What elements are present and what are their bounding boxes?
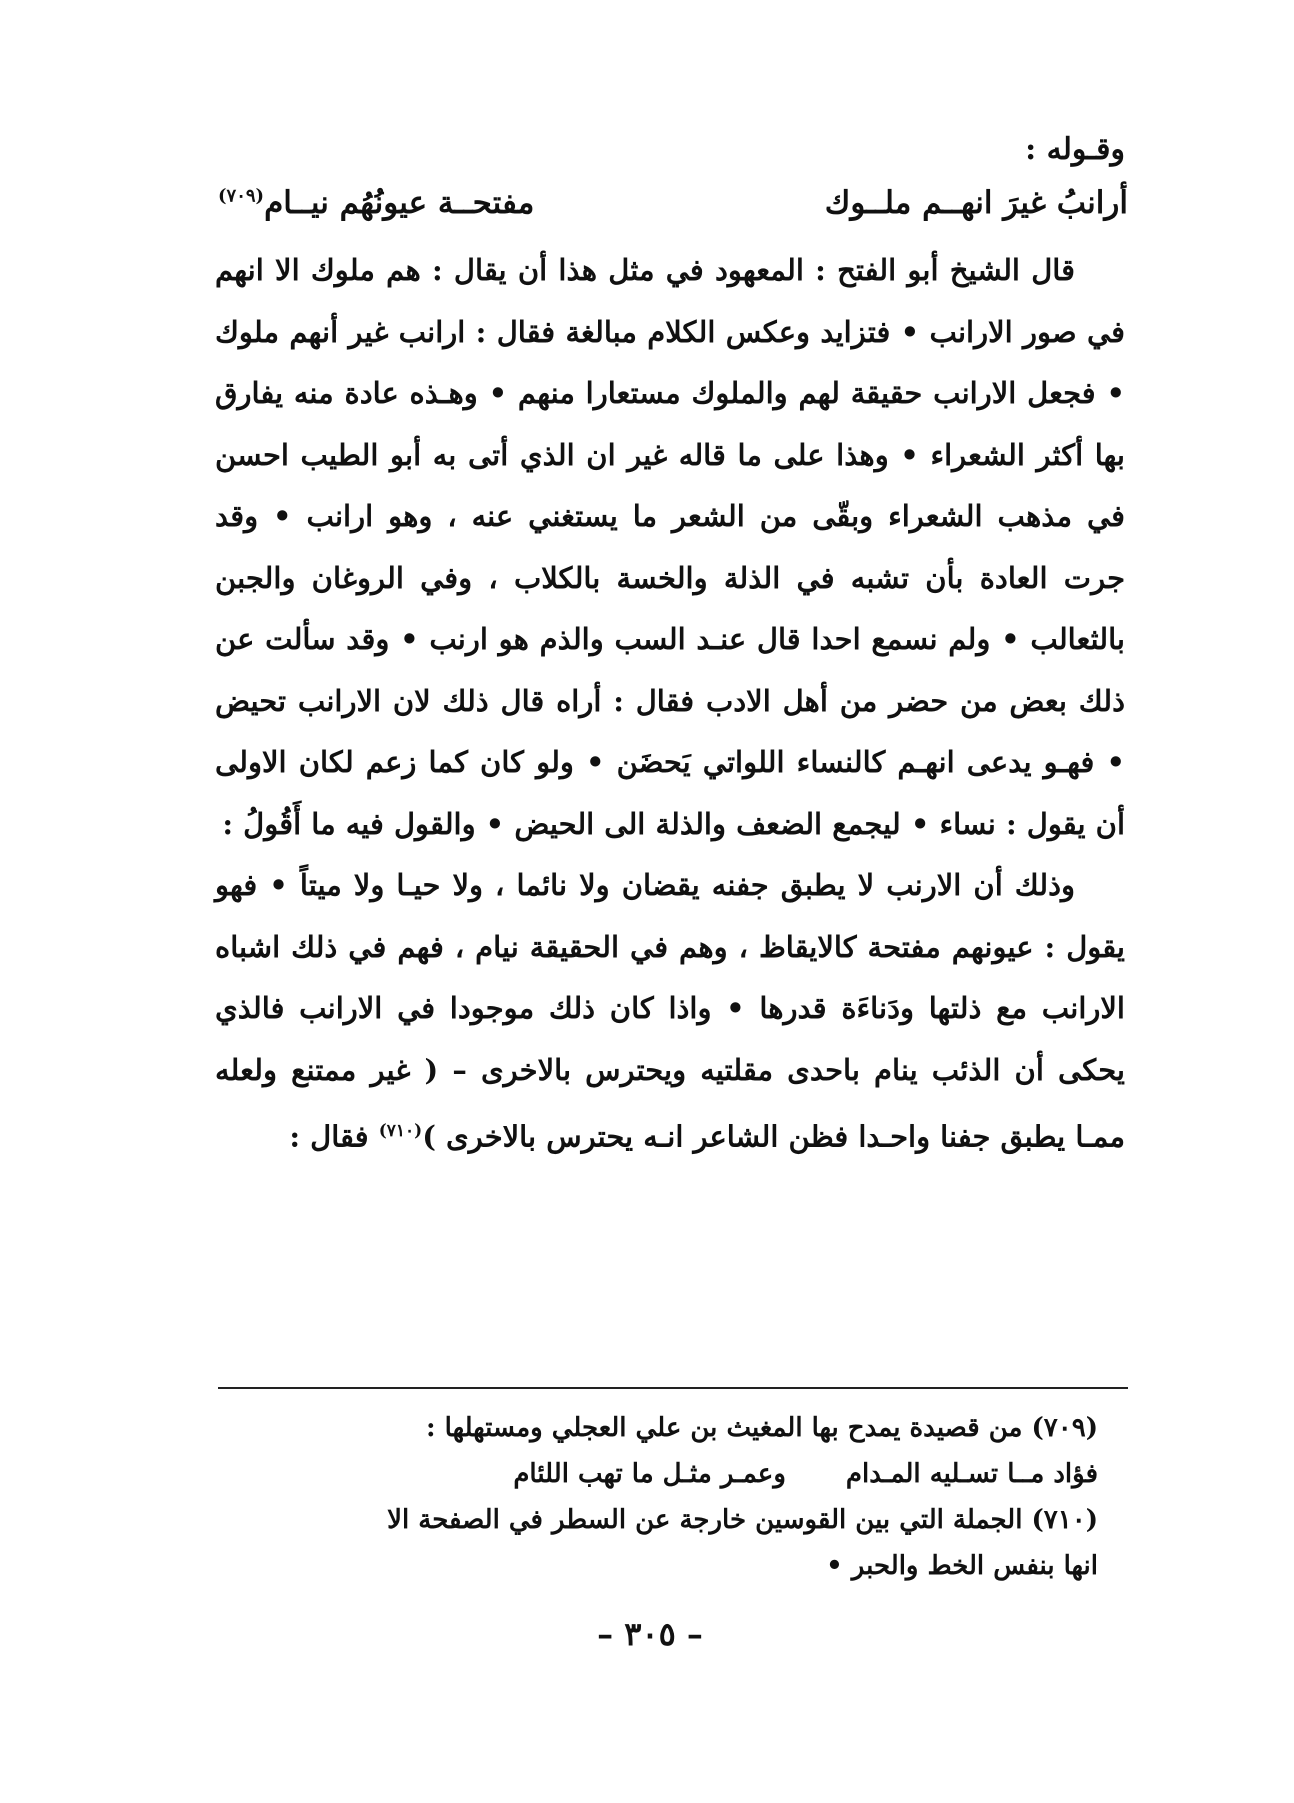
body-text — [215, 240, 1125, 1168]
footnote-divider — [218, 1387, 1128, 1389]
footnote-709-verse — [218, 1451, 1098, 1497]
footnote-ref-709: (٧٠٩) — [218, 185, 265, 207]
page-number: – ٣٠٥ – — [597, 1615, 703, 1653]
verse-hemistich-1 — [825, 185, 1128, 221]
verse-hemistich-2 — [218, 185, 534, 221]
verse-intro: وقـوله : — [1025, 132, 1125, 167]
footnote-ref-710: (٧١٠) — [378, 1121, 423, 1141]
paragraph-2 — [215, 855, 1125, 1168]
poem-verse — [218, 185, 1128, 221]
hemistich-1-text: أرانبُ غيرَ انهــم ملــوك — [824, 185, 1128, 221]
footnote-verse-b: وعمـر مثـل ما تهب اللئام — [513, 1459, 786, 1489]
paragraph-2-tail: فقال : — [289, 1119, 369, 1154]
footnote-709: (٧٠٩) من قصيدة يمدح بها المغيث بن علي العجلي ومستهلها : — [426, 1413, 1098, 1443]
footnote-710-continuation: انها بنفس الخط والحبر • — [826, 1551, 1098, 1581]
paragraph-2-text: وذلك أن الارنب لا يطبق جفنه يقضان ولا نائما ، ولا حيـا ولا ميتاً • فهو يقول : عيونهم مفتحة كالايقاظ ، وهم في الحقيقة نيام ، فهم في ذلك اشباه الارانب مع ذلتها ودَناءَة قدرها • واذا كان ذلك موجودا في الارانب فالذي يحكى أن الذئب ينام باحدى مقلتيه ويحترس بالاخرى – ( غير ممتنع ولعله ممـا يطبق جفنا واحـدا فظن الشاعر انـه يحترس بالاخرى ) — [215, 868, 1125, 1154]
footnote-710: (٧١٠) الجملة التي بين القوسين خارجة عن السطر في الصفحة الا — [387, 1505, 1098, 1535]
hemistich-2-text: مفتحــة عيونُهُم نيــام — [264, 185, 535, 221]
footnotes — [218, 1405, 1128, 1589]
paragraph-1: قال الشيخ أبو الفتح : المعهود في مثل هذا أن يقال : هم ملوك الا انهم في صور الارانب • فتزايد وعكس الكلام مبالغة فقال : ارانب غير أنهم ملوك • فجعل الارانب حقيقة لهم والملوك مستعارا منهم • وهـذه عادة منه يفارق بها أكثر الشعراء • وهذا على ما قاله غير ان الذي أتى به أبو الطيب احسن في مذهب الشعراء وبقّى من الشعر ما يستغني عنه ، وهو ارانب • وقد جرت العادة بأن تشبه في الذلة والخسة بالكلاب ، وفي الروغان والجبن بالثعالب • ولم نسمع احدا قال عنـد السب والذم هو ارنب • وقد سألت عن ذلك بعض من حضر من أهل الادب فقال : أراه قال ذلك لان الارانب تحيض • فهـو يدعى انهـم كالنساء اللواتي يَحضَن • ولو كان كما زعم لكان الاولى أن يقول : نساء • ليجمع الضعف والذلة الى الحيض • والقول فيه ما أَقُولُ : — [215, 253, 1125, 841]
footnote-verse-a: فؤاد مــا تسـليه المـدام — [845, 1459, 1098, 1489]
